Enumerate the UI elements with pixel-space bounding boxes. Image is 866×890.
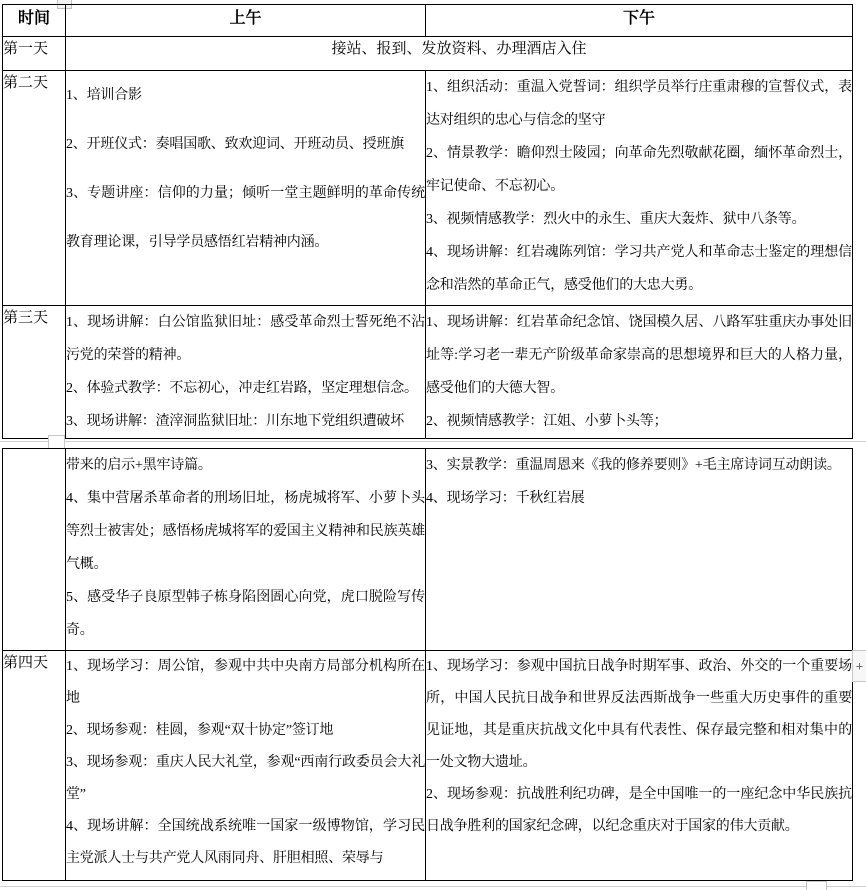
- schedule-item: 4、现场讲解：全国统战系统唯一国家一级博物馆，学习民主党派人士与共产党人风雨同舟、肝胆相照、荣辱与: [66, 819, 425, 866]
- schedule-item: 1、现场讲解：红岩革命纪念馆、饶国模久居、八路军驻重庆办事处旧址等:学习老一辈无产阶级革命家崇高的思想境界和巨大的人格力量，感受他们的大德大智。: [426, 315, 852, 396]
- schedule-item: 4、集中营屠杀革命者的刑场旧址，杨虎城将军、小萝卜头等烈士被害处；感悟杨虎城将军的爱国主义精神和民族英雄气概。: [66, 491, 425, 572]
- schedule-item: 3、实景教学：重温周恩来《我的修养要则》+毛主席诗词互动朗读。: [426, 458, 841, 473]
- schedule-item: 2、现场参观：抗战胜利纪功碑，是全中国唯一的一座纪念中华民族抗日战争胜利的国家纪念碑，以纪念重庆对于国家的伟大贡献。: [426, 787, 852, 834]
- schedule-item: 1、现场讲解：白公馆监狱旧址：感受革命烈士誓死绝不沾污党的荣誉的精神。: [66, 315, 425, 363]
- day1-content-cell[interactable]: 接站、报到、发放资料、办理酒店入住: [66, 37, 853, 71]
- header-cell-afternoon[interactable]: 下午: [426, 5, 853, 37]
- day4-afternoon-cell[interactable]: [426, 651, 853, 881]
- day3-continued-morning-cell[interactable]: [66, 449, 426, 651]
- schedule-item: 1、现场学习：周公馆，参观中共中央南方局部分机构所在地: [66, 659, 425, 706]
- day4-label-cell[interactable]: 第四天: [3, 651, 66, 881]
- day3-afternoon-cell[interactable]: [426, 306, 853, 439]
- table-header-row: [3, 5, 853, 37]
- day2-label-cell[interactable]: 第二天: [3, 71, 66, 306]
- day3-label-cell[interactable]: 第三天: [3, 306, 66, 439]
- header-cell-morning[interactable]: 上午: [66, 5, 426, 37]
- schedule-item: 2、开班仪式：奏唱国歌、致欢迎词、开班动员、授班旗: [66, 137, 404, 152]
- schedule-item: 5、感受华子良原型韩子栋身陷囹圄心向党，虎口脱险写传奇。: [66, 590, 425, 638]
- schedule-item: 1、组织活动：重温入党誓词：组织学员举行庄重肃穆的宣誓仪式，表达对组织的忠心与信念的坚守: [426, 80, 852, 128]
- schedule-item: 4、现场讲解：红岩魂陈列馆：学习共产党人和革命志士鉴定的理想信念和浩然的革命正气，感受他们的大忠大勇。: [426, 245, 852, 293]
- schedule-item: 2、情景教学：瞻仰烈士陵园；向革命先烈敬献花圈，缅怀革命烈士，牢记使命、不忘初心。: [426, 146, 852, 194]
- day3-continued-row: [3, 449, 853, 651]
- day4-morning-cell[interactable]: [66, 651, 426, 881]
- header-cell-time[interactable]: 时间: [3, 5, 66, 37]
- day4-row: [3, 651, 853, 881]
- page-break-marker: [48, 435, 65, 449]
- plus-handle[interactable]: +: [852, 650, 866, 682]
- day2-afternoon-cell[interactable]: [426, 71, 853, 306]
- schedule-item: 3、视频情感教学：烈火中的永生、重庆大轰炸、狱中八条等。: [426, 212, 806, 227]
- schedule-item: 2、体验式教学：不忘初心，冲走红岩路，坚定理想信念。: [66, 381, 418, 396]
- day3-morning-cell[interactable]: [66, 306, 426, 439]
- schedule-item: 2、视频情感教学：江姐、小萝卜头等；: [426, 414, 668, 429]
- page-break-line: [0, 441, 866, 442]
- schedule-item: 带来的启示+黑牢诗篇。: [66, 458, 212, 473]
- schedule-item: 2、现场参观：桂圆，参观“双十协定”签订地: [66, 723, 334, 738]
- page-break-marker-bottom: [806, 881, 827, 890]
- schedule-item: 1、现场学习：参观中国抗日战争时期军事、政治、外交的一个重要场所，中国人民抗日战争和世界反法西斯战争一些重大历史事件的重要见证地，其是重庆抗战文化中具有代表性、保存最完整和相对集中的一处文物大遗址。: [426, 659, 852, 770]
- page-break-line-bottom: [0, 886, 866, 887]
- day2-morning-cell[interactable]: [66, 71, 426, 306]
- schedule-item: 4、现场学习：千秋红岩展: [426, 491, 585, 506]
- day1-row: [3, 37, 853, 71]
- day1-label-cell[interactable]: 第一天: [3, 37, 66, 71]
- schedule-item: 1、培训合影: [66, 88, 142, 103]
- day3-continued-label-cell[interactable]: [3, 449, 66, 651]
- schedule-item: 3、专题讲座：信仰的力量；倾听一堂主题鲜明的革命传统教育理论课，引导学员感悟红岩精神内涵。: [66, 186, 425, 250]
- schedule-item: 3、现场参观：重庆人民大礼堂，参观“西南行政委员会大礼堂”: [66, 755, 425, 802]
- schedule-table-segment-1: [2, 4, 853, 439]
- day2-row: [3, 71, 853, 306]
- day3-continued-afternoon-cell[interactable]: [426, 449, 853, 651]
- schedule-table-segment-2: [2, 448, 853, 881]
- day3-row: [3, 306, 853, 439]
- schedule-item: 3、现场讲解：渣滓洞监狱旧址：川东地下党组织遭破坏: [66, 414, 404, 429]
